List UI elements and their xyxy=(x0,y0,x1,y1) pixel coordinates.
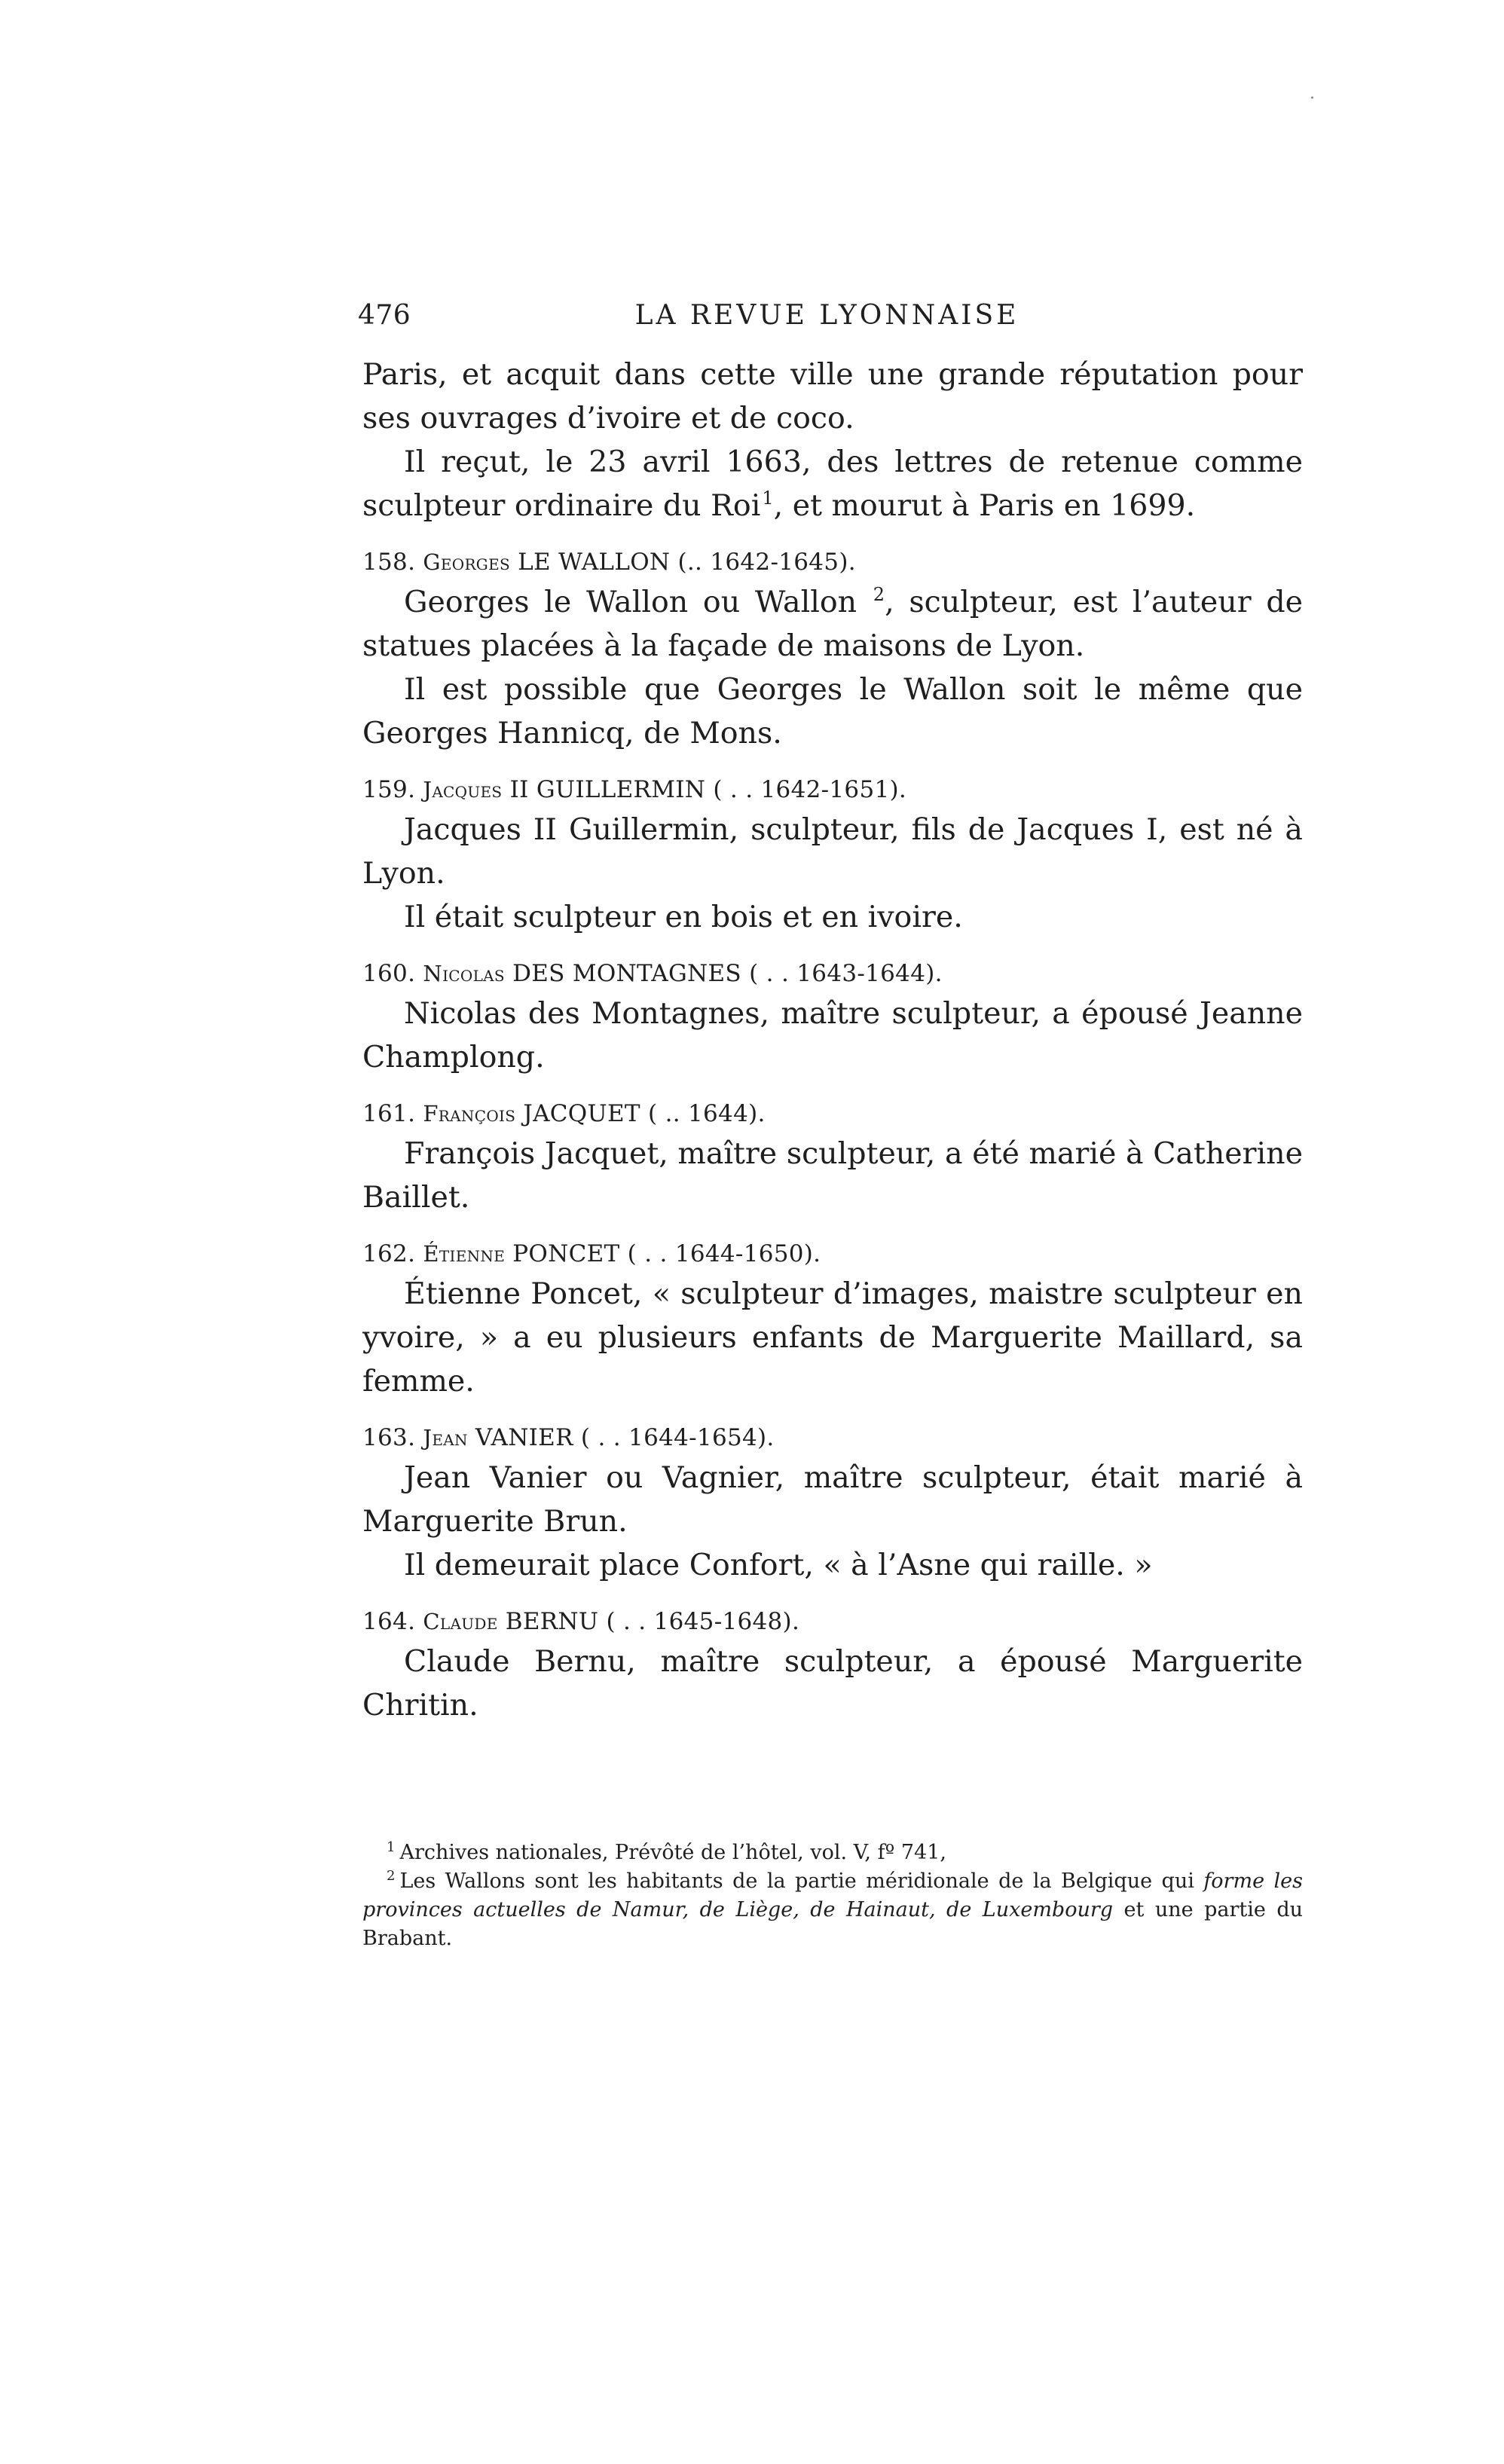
entry-heading: 162. Étienne PONCET ( . . 1644-1650). xyxy=(362,1240,821,1267)
entry-160 xyxy=(362,955,1303,1079)
intro-paragraph-1: Paris, et acquit dans cette ville une grande réputation pour ses ouvrages d’ivoire et de coco. xyxy=(362,357,1303,436)
entry-paragraph: Georges le Wallon ou Wallon $^2$, sculpteur, est l’auteur de statues placées à la façade de maisons de Lyon. xyxy=(362,584,1304,663)
footnote-1: $^1$ Archives nationales, Prévôté de l’hôtel, vol. V, fº 741, xyxy=(387,1839,946,1864)
page-number: 476 xyxy=(358,300,411,331)
intro-paragraph-2: Il reçut, le 23 avril 1663, des lettres de retenue comme sculpteur ordinaire du Roi$^1$, et mourut à Paris en 1699. xyxy=(362,445,1303,523)
footnotes xyxy=(362,1839,1303,1953)
entry-164 xyxy=(362,1603,1303,1727)
entry-paragraph: François Jacquet, maître sculpteur, a été marié à Catherine Baillet. xyxy=(362,1136,1303,1215)
body-text xyxy=(362,353,1303,1727)
footnote-ref-2: 2 xyxy=(873,584,885,605)
entry-paragraph: Il était sculpteur en bois et en ivoire. xyxy=(404,900,963,934)
entry-paragraph: Claude Bernu, maître sculpteur, a épousé Marguerite Chritin. xyxy=(362,1644,1303,1723)
entry-heading: 158. Georges LE WALLON (.. 1642-1645). xyxy=(362,549,856,576)
entry-paragraph: Étienne Poncet, « sculpteur d’images, maistre sculpteur en yvoire, » a eu plusieurs enfants de Marguerite Maillard, sa femme. xyxy=(362,1276,1303,1399)
entry-158 xyxy=(362,544,1303,755)
entry-heading: 159. Jacques II GUILLERMIN ( . . 1642-1651). xyxy=(362,776,907,803)
entry-heading: 163. Jean VANIER ( . . 1644-1654). xyxy=(362,1424,775,1451)
footnote-ref-1: 1 xyxy=(762,488,774,509)
entry-paragraph: Il demeurait place Confort, « à l’Asne qui raille. » xyxy=(404,1548,1153,1582)
entry-163 xyxy=(362,1420,1303,1587)
running-head: LA REVUE LYONNAISE xyxy=(634,300,1019,331)
entry-paragraph: Jacques II Guillermin, sculpteur, fils de Jacques I, est né à Lyon. xyxy=(362,812,1303,891)
entry-heading: 160. Nicolas DES MONTAGNES ( . . 1643-1644). xyxy=(362,960,943,987)
entry-161 xyxy=(362,1096,1303,1219)
entry-162 xyxy=(362,1236,1303,1403)
entry-paragraph: Il est possible que Georges le Wallon soit le même que Georges Hannicq, de Mons. xyxy=(362,672,1303,751)
entry-heading: 161. François JACQUET ( .. 1644). xyxy=(362,1100,766,1127)
entry-paragraph: Nicolas des Montagnes, maître sculpteur, a épousé Jeanne Champlong. xyxy=(362,996,1303,1075)
paper-speck xyxy=(1311,96,1313,99)
footnote-2: $^2$ Les Wallons sont les habitants de la partie méridionale de la Belgique qui forme les provinces actuelles de Namur, de Liège, de Hainaut, de Luxembourg et une partie du Brabant. xyxy=(362,1868,1303,1950)
entry-159 xyxy=(362,772,1303,939)
page-header xyxy=(358,300,1296,339)
entry-paragraph: Jean Vanier ou Vagnier, maître sculpteur, était marié à Marguerite Brun. xyxy=(362,1460,1303,1539)
entry-heading: 164. Claude BERNU ( . . 1645-1648). xyxy=(362,1608,800,1635)
